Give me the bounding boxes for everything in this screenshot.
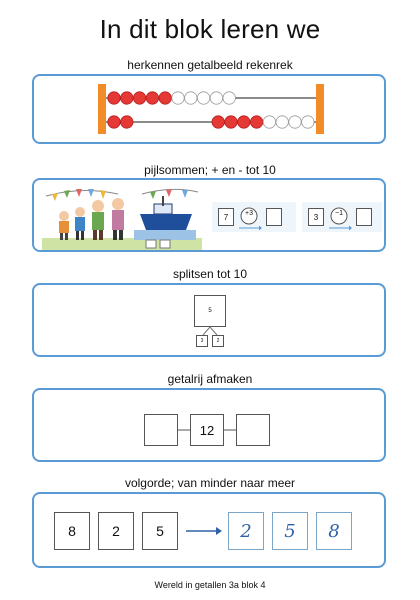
- bead-red: [250, 116, 262, 128]
- ordered-number-box: 8: [316, 512, 352, 550]
- sequence-box-left: [144, 414, 178, 446]
- bead-white: [210, 92, 222, 104]
- section-label-splitsen: splitsen tot 10: [172, 267, 248, 281]
- rekenrek-illustration: [34, 76, 384, 142]
- arrow-icon: [236, 204, 262, 230]
- panel-volgorde: [32, 492, 386, 568]
- bead-red: [108, 116, 120, 128]
- start-box: 7: [218, 208, 234, 226]
- bead-red: [108, 92, 120, 104]
- footer-text: Wereld in getallen 3a blok 4: [154, 580, 266, 590]
- operator-label: +3: [245, 210, 253, 217]
- bead-white: [276, 116, 288, 128]
- bead-red: [121, 116, 133, 128]
- bead-red: [225, 116, 237, 128]
- bead-red: [238, 116, 250, 128]
- operator-label: −1: [335, 210, 343, 217]
- bead-red: [146, 92, 158, 104]
- bead-white: [185, 92, 197, 104]
- split-right-box: 2: [212, 335, 224, 347]
- section-label-pijlsommen: pijlsommen; + en - tot 10: [144, 163, 276, 177]
- arrow-sum-2: [302, 202, 382, 232]
- given-number-box: 5: [142, 512, 178, 550]
- panel-getalrij: [32, 388, 386, 462]
- split-left-box: 3: [196, 335, 208, 347]
- answer-box: [356, 208, 372, 226]
- ordered-number-box: 5: [272, 512, 308, 550]
- section-label-volgorde: volgorde; van minder naar meer: [124, 476, 296, 490]
- panel-rekenrek: [32, 74, 386, 144]
- arrow-sum-1: [212, 202, 296, 232]
- bead-red: [159, 92, 171, 104]
- bead-red: [121, 92, 133, 104]
- answer-box: [266, 208, 282, 226]
- given-number-box: 8: [54, 512, 90, 550]
- bead-white: [263, 116, 275, 128]
- arrow-right-icon: [186, 525, 222, 537]
- page-title: In dit blok leren we: [99, 14, 321, 44]
- family-boat-illustration: [42, 182, 202, 252]
- bead-red: [133, 92, 145, 104]
- sequence-box-middle: 12: [190, 414, 224, 446]
- split-top-box: 5: [194, 295, 226, 327]
- bead-white: [302, 116, 314, 128]
- rekenrek-right-post: [316, 84, 324, 134]
- section-label-rekenrek: herkennen getalbeeld rekenrek: [127, 58, 293, 72]
- rekenrek-left-post: [98, 84, 106, 134]
- arrow-icon: [326, 204, 352, 230]
- start-box: 3: [308, 208, 324, 226]
- bead-white: [223, 92, 235, 104]
- sequence-box-right: [236, 414, 270, 446]
- bead-white: [289, 116, 301, 128]
- bead-white: [197, 92, 209, 104]
- bead-white: [172, 92, 184, 104]
- panel-splitsen: [32, 283, 386, 357]
- ordered-number-box: 2: [228, 512, 264, 550]
- given-number-box: 2: [98, 512, 134, 550]
- section-label-getalrij: getalrij afmaken: [167, 372, 253, 386]
- bead-red: [212, 116, 224, 128]
- panel-pijlsommen: [32, 178, 386, 252]
